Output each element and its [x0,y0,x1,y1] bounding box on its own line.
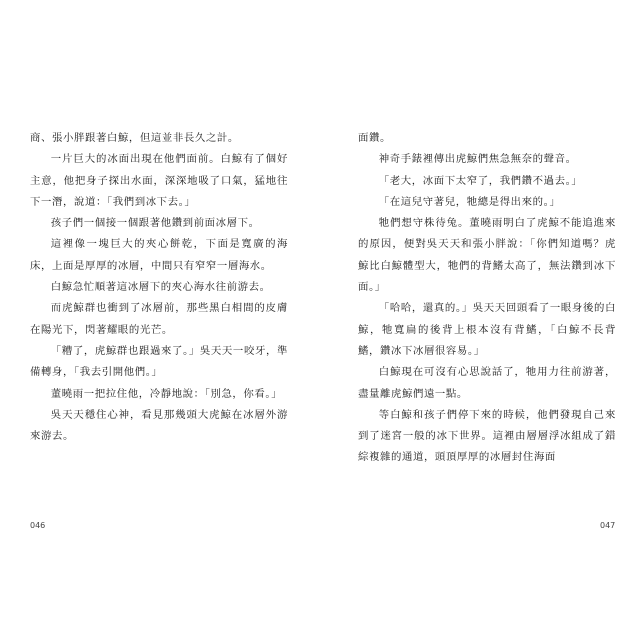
paragraph: 「老大，冰面下太窄了，我們鑽不過去。」 [378,174,583,187]
paragraph: 商、張小胖跟著白鯨，但這並非長久之計。 [30,132,239,144]
paragraph: 「在這兒守著兒，牠總是得出來的。」 [378,195,561,208]
paragraph: 牠們想守株待兔。董曉雨明白了虎鯨不能追進來的原因，便對吳天天和張小胖說：「你們知道嗎？虎鯨比白鯨體型大，牠們的背鰭太高了，無法鑽到冰下面。」 [358,217,616,294]
paragraph: 面鑽。 [358,132,391,144]
page-number-left: 046 [30,521,46,530]
paragraph: 白鯨急忙順著這冰層下的夾心海水往前游去。 [50,281,271,294]
paragraph: 一片巨大的冰面出現在他們面前。白鯨有了個好主意，他把身子探出水面，深深地吸了口氣，猛地往下一潛，說道：「我們到冰下去。」 [30,153,288,208]
page-number-right: 047 [600,521,616,530]
paragraph: 而虎鯨群也衝到了冰層前，那些黑白相間的皮膚在陽光下，閃著耀眼的光芒。 [30,302,288,336]
paragraph: 董曉雨一把拉住他，冷靜地說：「別急，你看。」 [50,387,283,400]
paragraph: 「糟了，虎鯨群也跟過來了。」吳天天一咬牙，準備轉身，「我去引開他們。」 [30,344,288,379]
right-page [358,128,616,548]
paragraph: 這裡像一塊巨大的夾心餅乾，下面是寬廣的海床，上面是厚厚的冰層，中間只有窄窄一層海水。 [30,238,288,272]
paragraph: 吳天天穩住心神，看見那幾頭大虎鯨在冰層外游來游去。 [30,408,288,443]
left-page [30,128,288,548]
paragraph: 神奇手錶裡傳出虎鯨們焦急無奈的聲音。 [378,153,577,166]
paragraph: 白鯨現在可沒有心思說話了，牠用力往前游著，盡量離虎鯨們遠一點。 [358,366,616,400]
paragraph: 「哈哈，還真的。」吳天天回頭看了一眼身後的白鯨，牠寬扁的後背上根本沒有背鰭，「白鯨不長背鰭，鑽冰下冰層很容易。」 [358,302,616,357]
paragraph: 孩子們一個接一個跟著他鑽到前面冰層下。 [50,217,260,230]
paragraph: 等白鯨和孩子們停下來的時候，他們發現自己來到了迷宮一般的冰下世界。這裡由層層浮冰組成了錯綜複雜的通道，頭頂厚厚的冰層封住海面 [358,408,616,464]
